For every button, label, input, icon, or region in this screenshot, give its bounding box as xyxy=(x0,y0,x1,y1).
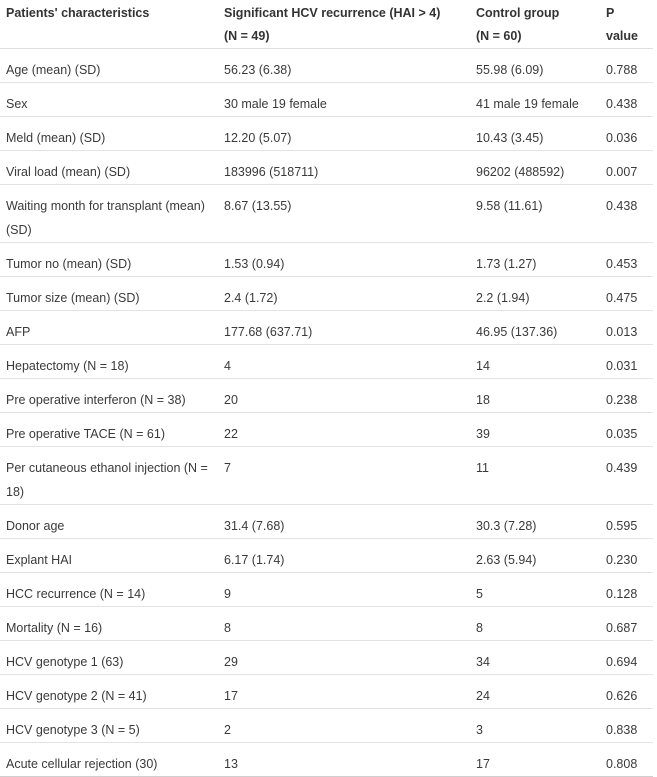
cell-control-group: 2.63 (5.94) xyxy=(470,539,600,573)
cell-p-value: 0.036 xyxy=(600,117,653,151)
table-row xyxy=(0,117,653,151)
cell-p-value: 0.007 xyxy=(600,151,653,185)
cell-p-value: 0.230 xyxy=(600,539,653,573)
cell-control-group: 11 xyxy=(470,447,600,505)
header-line: Control group xyxy=(476,6,560,20)
cell-control-group: 34 xyxy=(470,641,600,675)
cell-control-group: 18 xyxy=(470,379,600,413)
table-row xyxy=(0,277,653,311)
cell-characteristic: HCC recurrence (N = 14) xyxy=(0,573,218,607)
cell-characteristic: Tumor size (mean) (SD) xyxy=(0,277,218,311)
header-control-group xyxy=(470,0,600,49)
cell-characteristic: Acute cellular rejection (30) xyxy=(0,743,218,777)
table-row xyxy=(0,83,653,117)
cell-hcv-recurrence: 8.67 (13.55) xyxy=(218,185,470,243)
table-row xyxy=(0,743,653,777)
cell-control-group: 24 xyxy=(470,675,600,709)
table-row xyxy=(0,379,653,413)
table-row xyxy=(0,641,653,675)
cell-characteristic: Hepatectomy (N = 18) xyxy=(0,345,218,379)
cell-hcv-recurrence: 17 xyxy=(218,675,470,709)
table-row xyxy=(0,185,653,243)
cell-hcv-recurrence: 2 xyxy=(218,709,470,743)
cell-p-value: 0.453 xyxy=(600,243,653,277)
cell-control-group: 2.2 (1.94) xyxy=(470,277,600,311)
cell-control-group: 10.43 (3.45) xyxy=(470,117,600,151)
header-line: P xyxy=(606,6,615,20)
cell-control-group: 96202 (488592) xyxy=(470,151,600,185)
table-row xyxy=(0,151,653,185)
cell-control-group: 17 xyxy=(470,743,600,777)
cell-p-value: 0.013 xyxy=(600,311,653,345)
table-body xyxy=(0,49,653,777)
cell-hcv-recurrence: 20 xyxy=(218,379,470,413)
cell-hcv-recurrence: 9 xyxy=(218,573,470,607)
cell-control-group: 14 xyxy=(470,345,600,379)
cell-characteristic: Pre operative interferon (N = 38) xyxy=(0,379,218,413)
header-characteristics xyxy=(0,0,218,49)
cell-characteristic: Meld (mean) (SD) xyxy=(0,117,218,151)
table-row xyxy=(0,243,653,277)
table-header xyxy=(0,0,653,49)
cell-characteristic: HCV genotype 3 (N = 5) xyxy=(0,709,218,743)
table-row xyxy=(0,539,653,573)
cell-control-group: 9.58 (11.61) xyxy=(470,185,600,243)
cell-hcv-recurrence: 13 xyxy=(218,743,470,777)
cell-p-value: 0.031 xyxy=(600,345,653,379)
cell-p-value: 0.687 xyxy=(600,607,653,641)
cell-p-value: 0.838 xyxy=(600,709,653,743)
header-line: (N = 60) xyxy=(476,29,522,43)
cell-characteristic: Donor age xyxy=(0,505,218,539)
cell-characteristic: Mortality (N = 16) xyxy=(0,607,218,641)
table-row xyxy=(0,311,653,345)
cell-p-value: 0.035 xyxy=(600,413,653,447)
cell-hcv-recurrence: 6.17 (1.74) xyxy=(218,539,470,573)
cell-hcv-recurrence: 2.4 (1.72) xyxy=(218,277,470,311)
cell-hcv-recurrence: 8 xyxy=(218,607,470,641)
cell-p-value: 0.438 xyxy=(600,83,653,117)
header-row xyxy=(0,0,653,49)
cell-characteristic: Waiting month for transplant (mean) (SD) xyxy=(0,185,218,243)
cell-p-value: 0.438 xyxy=(600,185,653,243)
cell-control-group: 1.73 (1.27) xyxy=(470,243,600,277)
header-line: value xyxy=(606,29,638,43)
header-line: Patients' characteristics xyxy=(6,6,150,20)
cell-p-value: 0.475 xyxy=(600,277,653,311)
cell-characteristic: Explant HAI xyxy=(0,539,218,573)
cell-characteristic: Sex xyxy=(0,83,218,117)
cell-characteristic: Per cutaneous ethanol injection (N = 18) xyxy=(0,447,218,505)
cell-hcv-recurrence: 1.53 (0.94) xyxy=(218,243,470,277)
cell-p-value: 0.595 xyxy=(600,505,653,539)
cell-control-group: 41 male 19 female xyxy=(470,83,600,117)
cell-hcv-recurrence: 56.23 (6.38) xyxy=(218,49,470,83)
table-row xyxy=(0,413,653,447)
header-p-value xyxy=(600,0,653,49)
table-row xyxy=(0,675,653,709)
cell-control-group: 3 xyxy=(470,709,600,743)
header-hcv-recurrence xyxy=(218,0,470,49)
cell-hcv-recurrence: 31.4 (7.68) xyxy=(218,505,470,539)
cell-characteristic: Tumor no (mean) (SD) xyxy=(0,243,218,277)
cell-p-value: 0.808 xyxy=(600,743,653,777)
cell-control-group: 39 xyxy=(470,413,600,447)
cell-hcv-recurrence: 12.20 (5.07) xyxy=(218,117,470,151)
cell-hcv-recurrence: 7 xyxy=(218,447,470,505)
cell-hcv-recurrence: 4 xyxy=(218,345,470,379)
cell-control-group: 55.98 (6.09) xyxy=(470,49,600,83)
cell-control-group: 46.95 (137.36) xyxy=(470,311,600,345)
header-line: Significant HCV recurrence (HAI > 4) xyxy=(224,6,441,20)
cell-characteristic: Pre operative TACE (N = 61) xyxy=(0,413,218,447)
table-row xyxy=(0,573,653,607)
cell-p-value: 0.626 xyxy=(600,675,653,709)
cell-p-value: 0.439 xyxy=(600,447,653,505)
cell-p-value: 0.128 xyxy=(600,573,653,607)
cell-characteristic: HCV genotype 1 (63) xyxy=(0,641,218,675)
cell-hcv-recurrence: 177.68 (637.71) xyxy=(218,311,470,345)
table-row xyxy=(0,345,653,379)
table-row xyxy=(0,49,653,83)
cell-characteristic: HCV genotype 2 (N = 41) xyxy=(0,675,218,709)
table-row xyxy=(0,607,653,641)
cell-hcv-recurrence: 29 xyxy=(218,641,470,675)
cell-hcv-recurrence: 183996 (518711) xyxy=(218,151,470,185)
cell-control-group: 8 xyxy=(470,607,600,641)
table-row xyxy=(0,447,653,505)
cell-p-value: 0.694 xyxy=(600,641,653,675)
table-row xyxy=(0,709,653,743)
cell-characteristic: Age (mean) (SD) xyxy=(0,49,218,83)
cell-characteristic: Viral load (mean) (SD) xyxy=(0,151,218,185)
cell-characteristic: AFP xyxy=(0,311,218,345)
cell-hcv-recurrence: 22 xyxy=(218,413,470,447)
cell-control-group: 30.3 (7.28) xyxy=(470,505,600,539)
header-line: (N = 49) xyxy=(224,29,270,43)
cell-p-value: 0.788 xyxy=(600,49,653,83)
cell-control-group: 5 xyxy=(470,573,600,607)
cell-hcv-recurrence: 30 male 19 female xyxy=(218,83,470,117)
cell-p-value: 0.238 xyxy=(600,379,653,413)
table-row xyxy=(0,505,653,539)
